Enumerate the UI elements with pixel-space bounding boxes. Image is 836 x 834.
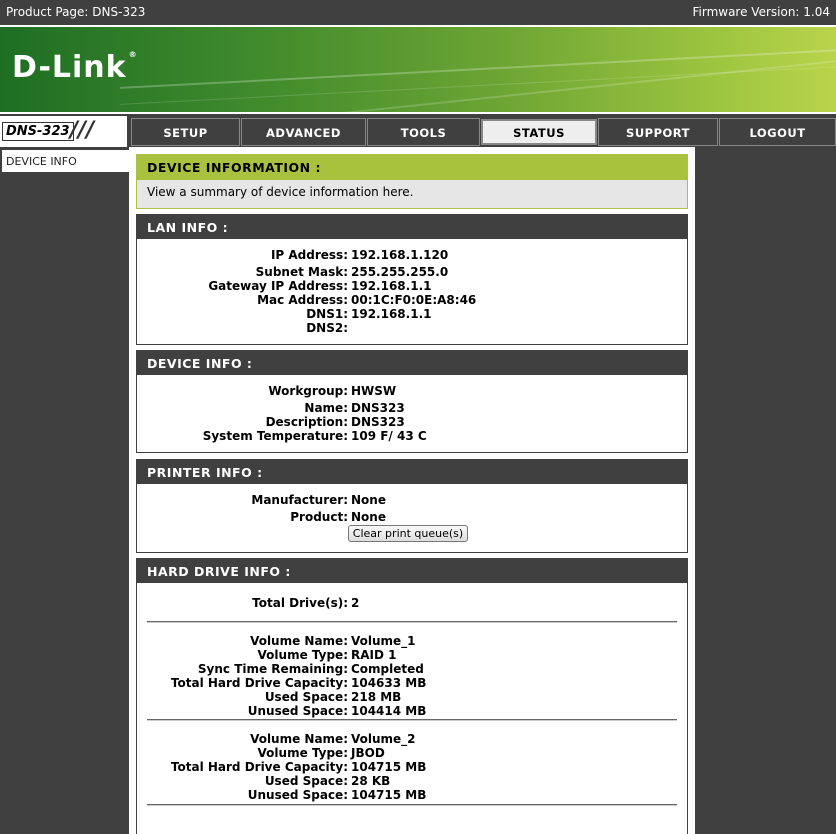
- total-drives-row: Total Drive(s): 2: [252, 596, 360, 610]
- volume2-capacity-row: Total Hard Drive Capacity: 104715 MB: [170, 760, 427, 774]
- device-information-description: View a summary of device information here.: [137, 180, 687, 208]
- volume1-unused-value: 104414 MB: [351, 704, 427, 718]
- divider: [147, 621, 677, 623]
- volume1-type-row: Volume Type: RAID 1: [257, 648, 397, 662]
- volume1-sync-row: Sync Time Remaining: Completed: [197, 662, 424, 676]
- volume2-used-value: 28 KB: [351, 774, 391, 788]
- ip-address-row: IP Address: 192.168.1.120: [270, 248, 449, 262]
- workgroup-row: Workgroup: HWSW: [268, 384, 397, 398]
- gateway-row: Gateway IP Address: 192.168.1.1: [208, 279, 432, 293]
- printer-info-section: [136, 459, 688, 553]
- volume1-used-value: 218 MB: [351, 690, 402, 704]
- hard-drive-info-section: [136, 558, 688, 834]
- volume1-type-value: RAID 1: [351, 648, 397, 662]
- description-row: Description: DNS323: [265, 415, 405, 429]
- device-info-section: [136, 350, 688, 453]
- gateway-value: 192.168.1.1: [351, 279, 432, 293]
- volume2-used-row: Used Space: 28 KB: [264, 774, 391, 788]
- top-bar: [0, 0, 836, 25]
- volume2-name-value: Volume_2: [351, 732, 416, 746]
- mac-address-row: Mac Address: 00:1C:F0:0E:A8:46: [257, 293, 477, 307]
- volume1-sync-value: Completed: [351, 662, 424, 676]
- hard-drive-info-title: HARD DRIVE INFO :: [137, 559, 687, 583]
- model-badge: DNS-323 ///: [0, 116, 129, 147]
- volume1-name-row: Volume Name: Volume_1: [250, 634, 416, 648]
- divider: [147, 804, 677, 806]
- divider: [147, 719, 677, 721]
- dns2-row: DNS2:: [306, 321, 348, 335]
- volume2-unused-value: 104715 MB: [351, 788, 427, 802]
- sidebar-item-device-info[interactable]: DEVICE INFO: [2, 150, 129, 172]
- product-value: None: [351, 510, 386, 524]
- volume2-unused-row: Unused Space: 104715 MB: [247, 788, 427, 802]
- device-information-title: DEVICE INFORMATION :: [137, 155, 687, 180]
- device-information-panel: [136, 154, 688, 209]
- lan-info-section: [136, 214, 688, 345]
- brand-banner: [0, 25, 836, 114]
- mac-address-value: 00:1C:F0:0E:A8:46: [351, 293, 477, 307]
- sidebar: [0, 147, 129, 834]
- volume2-type-row: Volume Type: JBOD: [257, 746, 385, 760]
- description-value: DNS323: [351, 415, 405, 429]
- volume1-name-value: Volume_1: [351, 634, 416, 648]
- tab-advanced[interactable]: ADVANCED: [241, 118, 366, 146]
- product-page-label: Product Page: DNS-323: [6, 5, 146, 19]
- temperature-row: System Temperature: 109 F/ 43 C: [202, 429, 427, 443]
- volume2-capacity-value: 104715 MB: [351, 760, 427, 774]
- device-info-title: DEVICE INFO :: [137, 351, 687, 375]
- ip-address-value: 192.168.1.120: [351, 248, 449, 262]
- main-content: [129, 147, 695, 834]
- manufacturer-row: Manufacturer: None: [251, 493, 386, 507]
- tab-tools[interactable]: TOOLS: [367, 118, 480, 146]
- subnet-mask-row: Subnet Mask: 255.255.255.0: [255, 265, 449, 279]
- lan-info-title: LAN INFO :: [137, 215, 687, 239]
- clear-print-queue-button[interactable]: Clear print queue(s): [348, 525, 468, 542]
- volume2-type-value: JBOD: [351, 746, 385, 760]
- dns1-row: DNS1: 192.168.1.1: [306, 307, 432, 321]
- printer-info-title: PRINTER INFO :: [137, 460, 687, 484]
- volume1-capacity-row: Total Hard Drive Capacity: 104633 MB: [170, 676, 427, 690]
- temperature-value: 109 F/ 43 C: [351, 429, 427, 443]
- manufacturer-value: None: [351, 493, 386, 507]
- volume1-unused-row: Unused Space: 104414 MB: [247, 704, 427, 718]
- workgroup-value: HWSW: [351, 384, 397, 398]
- volume1-capacity-value: 104633 MB: [351, 676, 427, 690]
- name-value: DNS323: [351, 401, 405, 415]
- name-row: Name: DNS323: [304, 401, 405, 415]
- right-pane: [695, 147, 836, 834]
- tab-logout[interactable]: LOGOUT: [719, 118, 836, 146]
- dlink-logo: D-Link ®: [12, 50, 138, 85]
- dns1-value: 192.168.1.1: [351, 307, 432, 321]
- volume2-name-row: Volume Name: Volume_2: [250, 732, 416, 746]
- product-row: Product: None: [290, 510, 386, 524]
- tab-setup[interactable]: SETUP: [131, 118, 240, 146]
- model-name: DNS-323: [2, 122, 74, 141]
- tab-support[interactable]: SUPPORT: [598, 118, 718, 146]
- firmware-version-label: Firmware Version: 1.04: [692, 5, 830, 19]
- volume1-used-row: Used Space: 218 MB: [264, 690, 402, 704]
- total-drives-value: 2: [351, 596, 360, 610]
- tab-status[interactable]: STATUS: [481, 119, 597, 145]
- subnet-mask-value: 255.255.255.0: [351, 265, 449, 279]
